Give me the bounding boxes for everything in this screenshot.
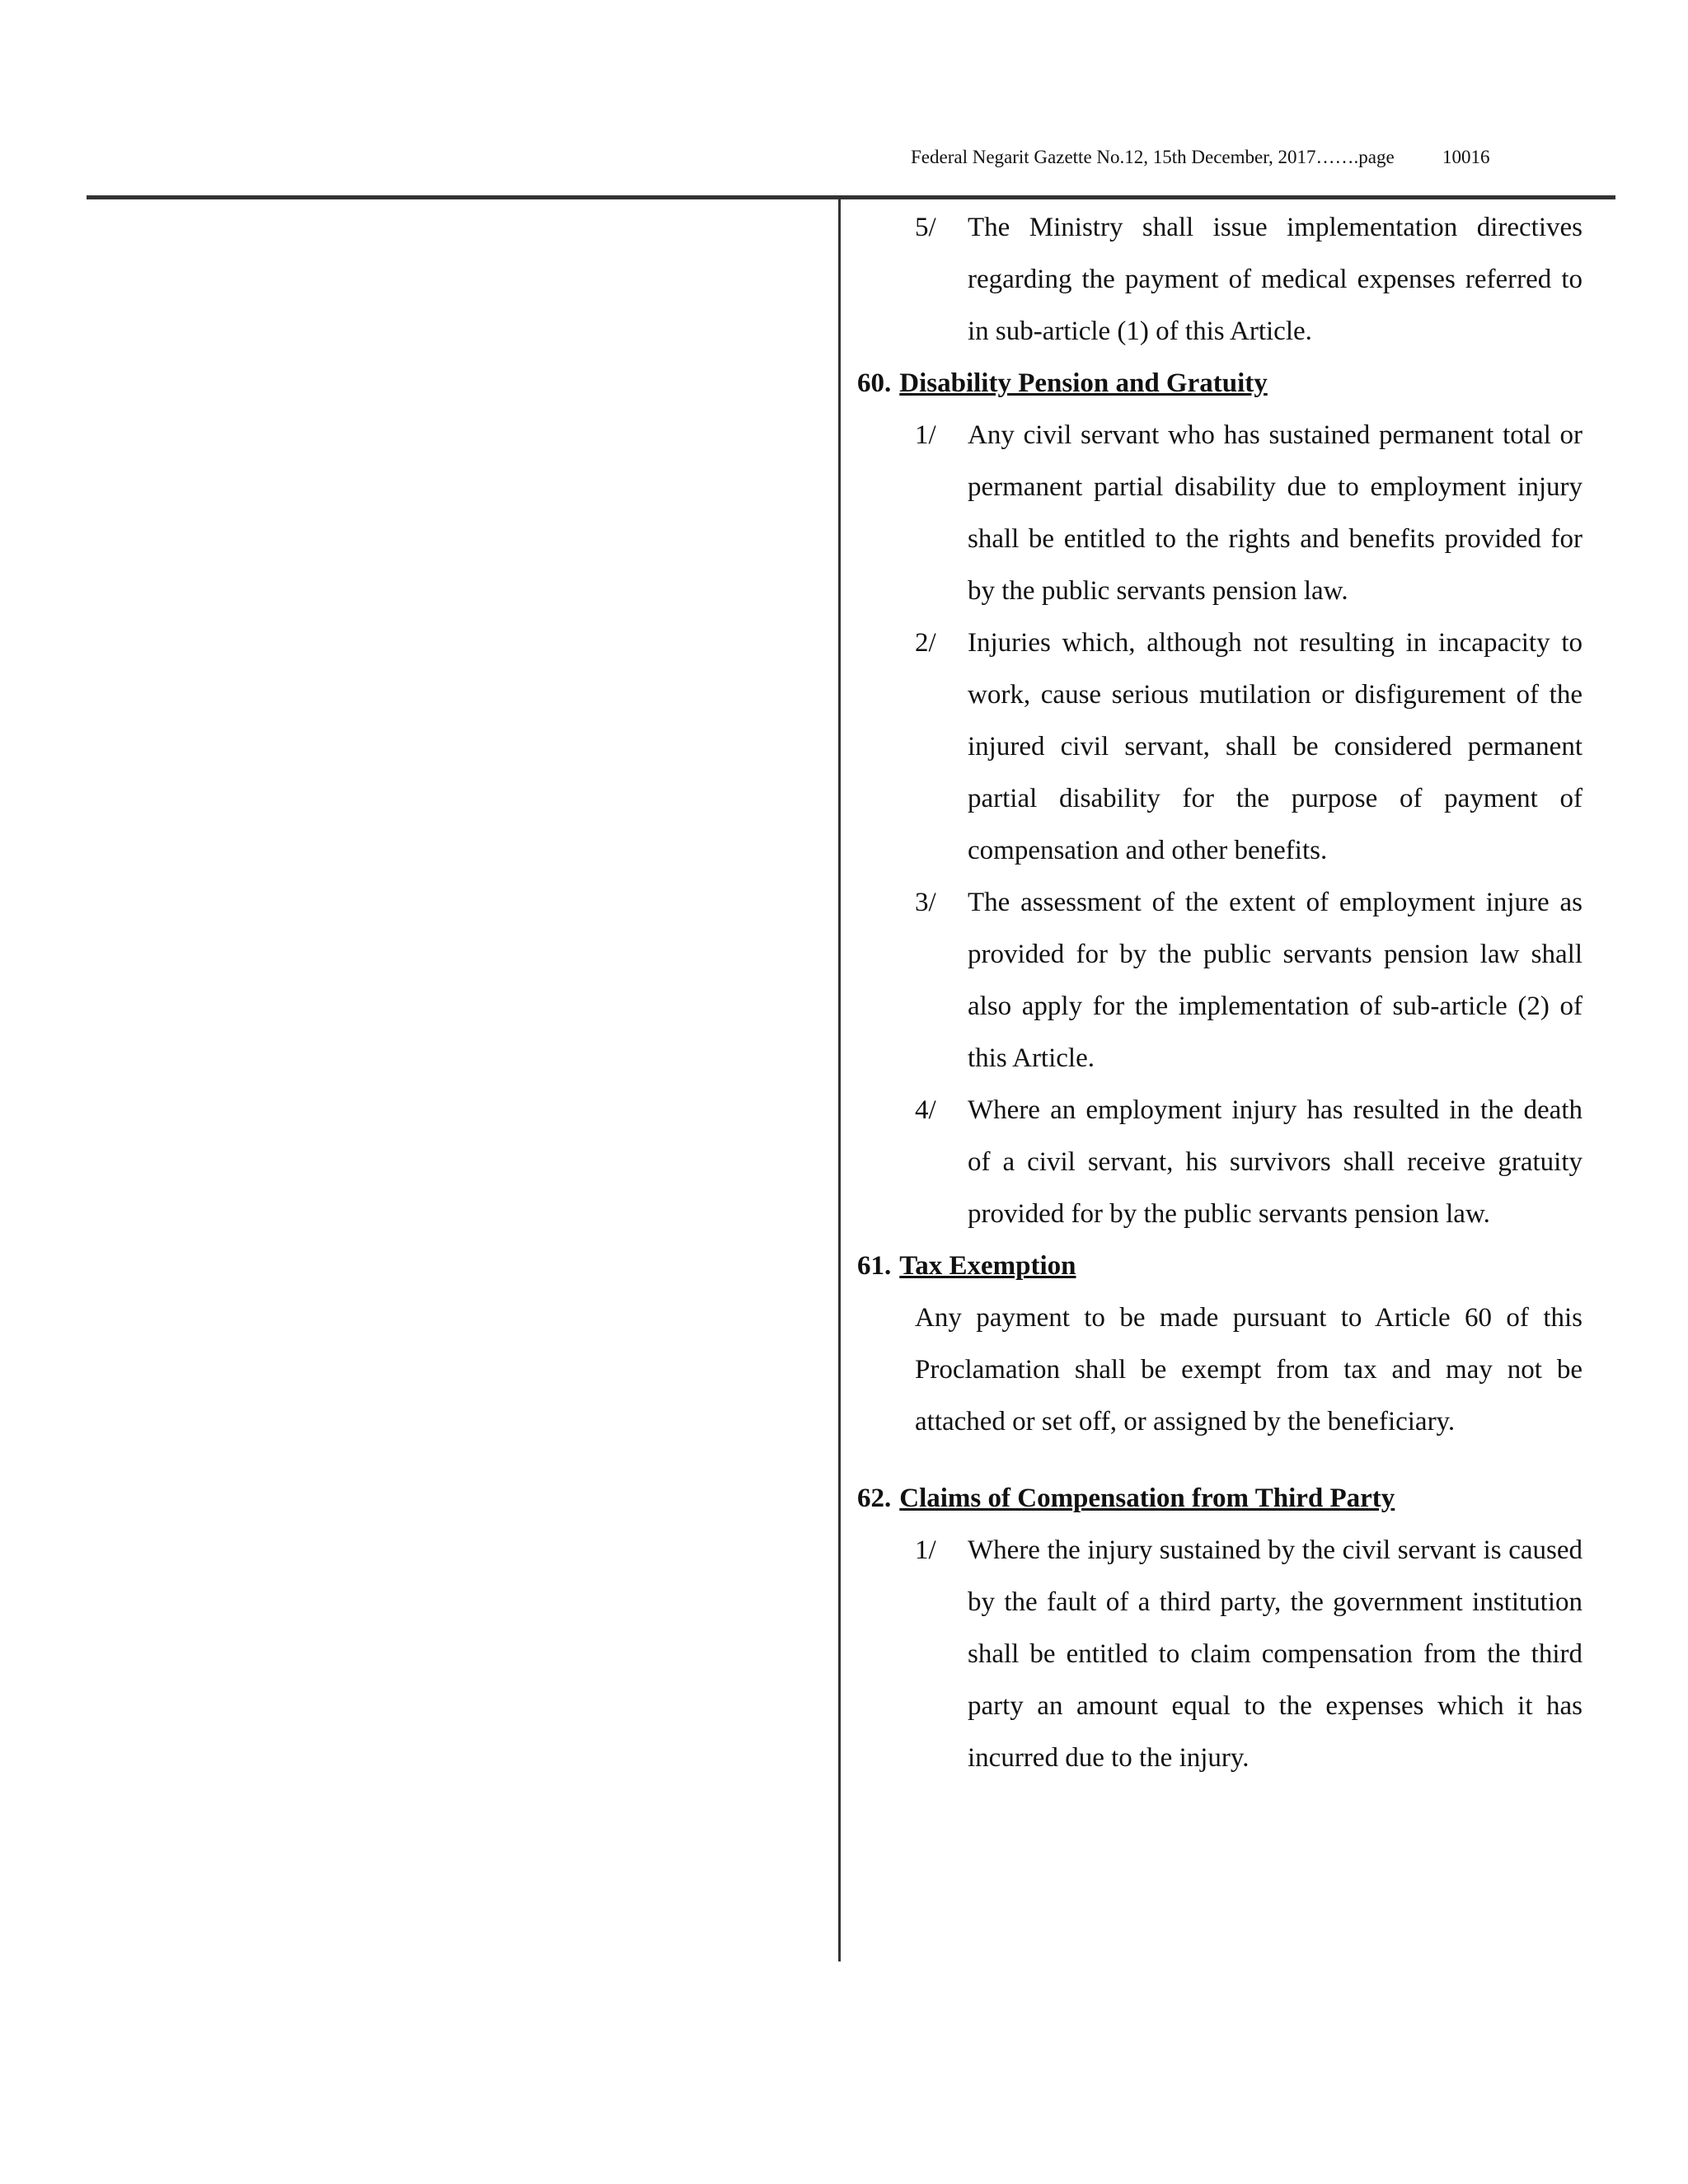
spacer bbox=[857, 1448, 1582, 1473]
article-62-item-1: 1/ Where the injury sustained by the civil servant is caused by the fault of a third party, the government institution shall be entitled to claim compensation from the third party an amount equal to the expenses which it has incurred due to the injury. bbox=[915, 1535, 1582, 1773]
article-61-text: Any payment to be made pursuant to Article 60 of this Proclamation shall be exempt from tax and may not be attached or set off, or assigned by the beneficiary. bbox=[915, 1303, 1582, 1436]
header-page-number: 10016 bbox=[1442, 147, 1490, 167]
article-60-item-2: 2/ Injuries which, although not resulting in incapacity to work, cause serious mutilation or disfigurement of the injured civil servant, shall be considered permanent partial disability for the purpose of payment of compensation and other benefits. bbox=[915, 628, 1582, 865]
article-59-item-5: 5/ The Ministry shall issue implementation directives regarding the payment of medical expenses referred to in sub-article (1) of this Article. bbox=[915, 213, 1582, 346]
article-60-item-1: 1/ Any civil servant who has sustained permanent total or permanent partial disability due to employment injury shall be entitled to the rights and benefits provided for by the public servants pension law. bbox=[915, 420, 1582, 606]
article-60-heading: 60. Disability Pension and Gratuity bbox=[857, 368, 1268, 398]
header-english-title: Federal Negarit Gazette No.12, 15th December, 2017…….page bbox=[911, 147, 1395, 167]
header-rule bbox=[87, 195, 1615, 199]
article-61-heading: 61. Tax Exemption bbox=[857, 1251, 1076, 1281]
article-60-item-3: 3/ The assessment of the extent of employment injure as provided for by the public servants pension law shall also apply for the implementation of sub-article (2) of this Article. bbox=[915, 888, 1582, 1073]
article-62-heading: 62. Claims of Compensation from Third Party bbox=[857, 1483, 1395, 1513]
english-column bbox=[857, 202, 1582, 1784]
column-divider bbox=[838, 198, 841, 1961]
article-60-item-4: 4/ Where an employment injury has resulted in the death of a civil servant, his survivors shall receive gratuity provided for by the public servants pension law. bbox=[915, 1095, 1582, 1229]
running-header bbox=[115, 147, 1599, 180]
